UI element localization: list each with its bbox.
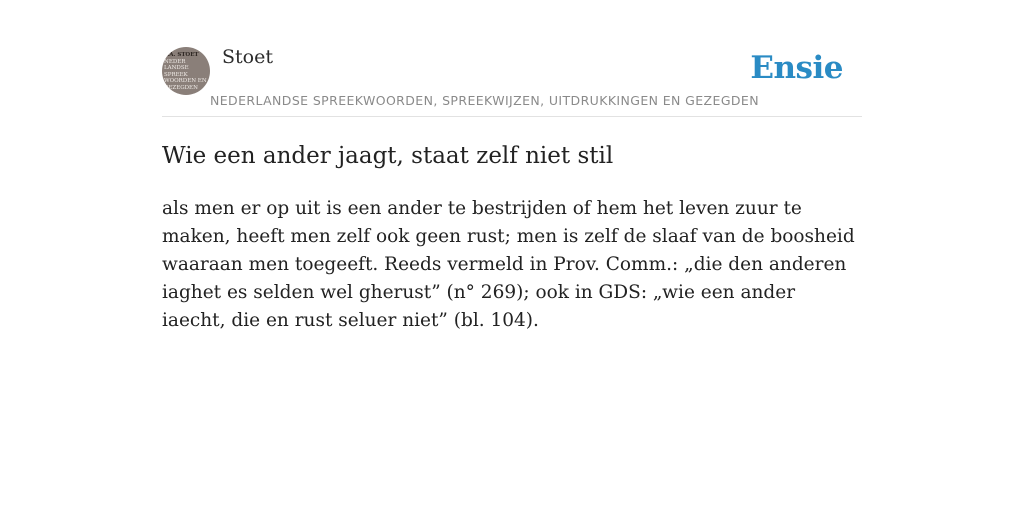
avatar-line: LANDSE [164, 65, 189, 71]
avatar-book-cover [164, 52, 210, 91]
header [162, 0, 862, 117]
avatar-line: WOORDEN EN [164, 78, 207, 84]
page-container [162, 0, 862, 335]
avatar-line: SPREEK [164, 71, 188, 78]
brand-logo[interactable]: Ensie [750, 50, 843, 86]
source-subtitle: NEDERLANDSE SPREEKWOORDEN, SPREEKWIJZEN, UITDRUKKINGEN EN GEZEGDEN [210, 93, 759, 108]
source-name-link[interactable]: Stoet [222, 46, 273, 68]
avatar-line: GEZEGDEN [164, 84, 198, 91]
entry-title: Wie een ander jaagt, staat zelf niet stil [162, 143, 614, 169]
entry-definition: als men er op uit is een ander te bestrijden of hem het leven zuur te maken, heeft men zelf ook geen rust; men is zelf de slaaf van de boosheid waaraan men toegeeft. Reeds vermeld in Prov. Comm.: „die den anderen iaghet es selden wel gherust” (n° 269); ook in GDS: „wie een ander iaecht, die en rust seluer niet” (bl. 104). [162, 198, 855, 331]
avatar-line: F.A. STOET [164, 52, 199, 58]
avatar-line: NEDER [164, 58, 186, 65]
source-avatar[interactable] [162, 47, 210, 95]
